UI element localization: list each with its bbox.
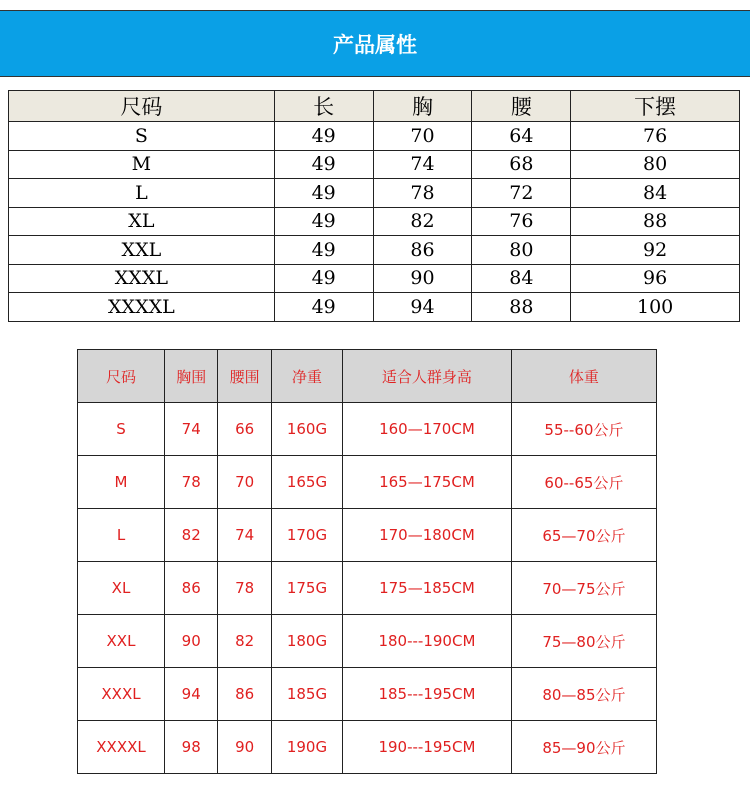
table-cell: 70 xyxy=(373,122,472,151)
table-cell: 66 xyxy=(218,403,271,456)
table-row xyxy=(78,668,657,721)
table-cell: 78 xyxy=(373,179,472,208)
column-header: 下摆 xyxy=(571,91,740,122)
table-row xyxy=(78,509,657,562)
table-row xyxy=(9,293,740,322)
table-cell: L xyxy=(9,179,275,208)
table-row xyxy=(9,122,740,151)
table-cell: 49 xyxy=(274,293,373,322)
table-row xyxy=(78,562,657,615)
column-header: 腰围 xyxy=(218,350,271,403)
column-header: 体重 xyxy=(511,350,656,403)
table-cell: 49 xyxy=(274,179,373,208)
table-cell: 190G xyxy=(271,721,342,774)
table-cell: 94 xyxy=(373,293,472,322)
table-row xyxy=(78,615,657,668)
table-cell: XXXXL xyxy=(78,721,165,774)
table-header-row xyxy=(9,91,740,122)
column-header: 胸 xyxy=(373,91,472,122)
table-cell: 49 xyxy=(274,150,373,179)
table-cell: 80—85公斤 xyxy=(511,668,656,721)
table-cell: 180G xyxy=(271,615,342,668)
column-header: 长 xyxy=(274,91,373,122)
table-cell: L xyxy=(78,509,165,562)
table-cell: M xyxy=(78,456,165,509)
table-cell: XL xyxy=(9,207,275,236)
table-cell: 90 xyxy=(218,721,271,774)
table-cell: 92 xyxy=(571,236,740,265)
table-row xyxy=(9,179,740,208)
column-header: 尺码 xyxy=(78,350,165,403)
table-cell: XXXL xyxy=(78,668,165,721)
table-cell: 88 xyxy=(472,293,571,322)
table-cell: 170G xyxy=(271,509,342,562)
table-row xyxy=(9,236,740,265)
table-cell: 76 xyxy=(472,207,571,236)
table-cell: 185---195CM xyxy=(343,668,512,721)
table-cell: 190---195CM xyxy=(343,721,512,774)
table-cell: 160—170CM xyxy=(343,403,512,456)
table-cell: 96 xyxy=(571,264,740,293)
table-cell: 82 xyxy=(218,615,271,668)
page-title: 产品属性 xyxy=(333,32,417,57)
table-cell: 88 xyxy=(571,207,740,236)
table-row xyxy=(78,456,657,509)
size-table xyxy=(8,90,740,322)
table-cell: 86 xyxy=(373,236,472,265)
table-row xyxy=(78,721,657,774)
table-cell: 84 xyxy=(472,264,571,293)
table-cell: 68 xyxy=(472,150,571,179)
table-cell: XXXXL xyxy=(9,293,275,322)
table-row xyxy=(9,207,740,236)
table-cell: 80 xyxy=(472,236,571,265)
table-cell: M xyxy=(9,150,275,179)
table-row xyxy=(78,403,657,456)
column-header: 胸围 xyxy=(165,350,218,403)
table-cell: XL xyxy=(78,562,165,615)
table-cell: 180---190CM xyxy=(343,615,512,668)
table-cell: 90 xyxy=(165,615,218,668)
table-cell: 76 xyxy=(571,122,740,151)
column-header: 腰 xyxy=(472,91,571,122)
table-cell: 49 xyxy=(274,207,373,236)
table-cell: 86 xyxy=(218,668,271,721)
table-cell: 49 xyxy=(274,264,373,293)
table-cell: 74 xyxy=(165,403,218,456)
size-fit-table xyxy=(77,349,657,774)
table-cell: 70 xyxy=(218,456,271,509)
table-cell: 98 xyxy=(165,721,218,774)
table-cell: 175G xyxy=(271,562,342,615)
title-banner xyxy=(0,10,750,77)
table-cell: 84 xyxy=(571,179,740,208)
table-cell: 74 xyxy=(373,150,472,179)
table-row xyxy=(9,150,740,179)
table-cell: 170—180CM xyxy=(343,509,512,562)
table-cell: 49 xyxy=(274,122,373,151)
table-cell: 165—175CM xyxy=(343,456,512,509)
table-cell: 82 xyxy=(165,509,218,562)
table-cell: XXL xyxy=(78,615,165,668)
table-cell: 160G xyxy=(271,403,342,456)
table-cell: 78 xyxy=(165,456,218,509)
table-cell: 80 xyxy=(571,150,740,179)
table-cell: 60--65公斤 xyxy=(511,456,656,509)
table-row xyxy=(9,264,740,293)
table-cell: 85—90公斤 xyxy=(511,721,656,774)
table-cell: 70—75公斤 xyxy=(511,562,656,615)
table-cell: S xyxy=(78,403,165,456)
table-cell: 185G xyxy=(271,668,342,721)
table-cell: 75—80公斤 xyxy=(511,615,656,668)
table-cell: 78 xyxy=(218,562,271,615)
table-cell: XXL xyxy=(9,236,275,265)
table-cell: XXXL xyxy=(9,264,275,293)
column-header: 尺码 xyxy=(9,91,275,122)
column-header: 净重 xyxy=(271,350,342,403)
table-cell: 55--60公斤 xyxy=(511,403,656,456)
column-header: 适合人群身高 xyxy=(343,350,512,403)
table-cell: 94 xyxy=(165,668,218,721)
table-cell: 82 xyxy=(373,207,472,236)
table-cell: 90 xyxy=(373,264,472,293)
table-cell: 49 xyxy=(274,236,373,265)
table-cell: 72 xyxy=(472,179,571,208)
table-header-row xyxy=(78,350,657,403)
table-cell: 86 xyxy=(165,562,218,615)
table-cell: 65—70公斤 xyxy=(511,509,656,562)
table-cell: 100 xyxy=(571,293,740,322)
table-cell: 165G xyxy=(271,456,342,509)
table-cell: 64 xyxy=(472,122,571,151)
table-cell: S xyxy=(9,122,275,151)
table-cell: 74 xyxy=(218,509,271,562)
table-cell: 175—185CM xyxy=(343,562,512,615)
